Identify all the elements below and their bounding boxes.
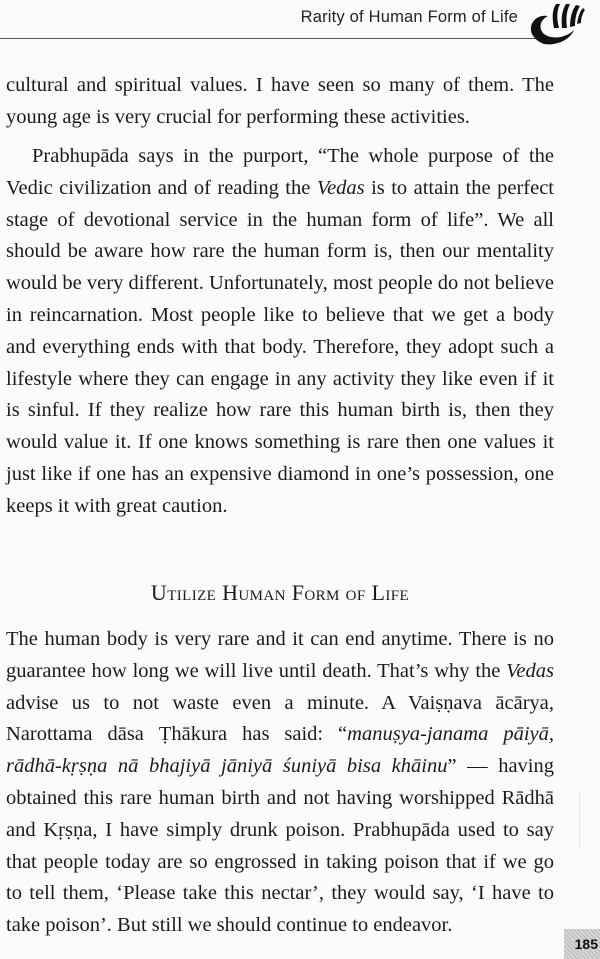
paragraph-text — [6, 624, 554, 942]
italic-run: Vedas — [316, 176, 365, 199]
paragraph-continued — [6, 70, 554, 134]
paragraph-purport — [6, 141, 554, 523]
swirl-logo-icon — [526, 0, 586, 46]
text-run: Prabhupāda says in the purport, “The whole purpose of the Vedic civilization and of reading the — [6, 145, 554, 199]
section-heading: Utilize Human Form of Life — [150, 580, 410, 605]
italic-run: manuṣya-janama pāiyā, rādhā-kṛṣṇa nā bhajiyā jāniyā śuniyā bisa khāinu — [6, 723, 554, 778]
italic-run: Vedas — [506, 659, 554, 682]
paragraph-text — [6, 141, 554, 523]
text-run: advise us to not waste even a minute. A Vaiṣṇava ācārya, Narottama dāsa Ṭhākura has said: “ — [6, 691, 554, 746]
text-run: ” — having obtained this rare human birth and not having worshipped Rādhā and Kṛṣṇa, I have simply drunk poison. Prabhupāda used to say that people today are so engrossed in taking poison that if we go to tell them, ‘Please take this nectar’, they would say, ‘I have to take poison’. But still we should continue to endeavor. — [6, 755, 554, 937]
paragraph-text: cultural and spiritual values. I have seen so many of them. The young age is very crucial for performing these activities. — [6, 74, 554, 128]
margin-mark — [579, 790, 580, 850]
text-run: The human body is very rare and it can end anytime. There is no guarantee how long we will live until death. That’s why the — [6, 628, 554, 682]
page-number: 185 — [564, 929, 600, 959]
running-header-title: Rarity of Human Form of Life — [300, 8, 518, 26]
paragraph-utilize — [6, 624, 554, 942]
text-run: is to attain the perfect stage of devotional service in the human form of life”. We all should be aware how rare the human form is, then our mentality would be very different. Unfortunately, most people do not believe in reincarnation. Most people like to believe that we get a body and everything ends with that body. Therefore, they adopt such a lifestyle where they can engage in any activity they like even if it is sinful. If they realize how rare this human birth is, then they would value it. If one knows something is rare then one values it just like if one has an expensive diamond in one’s possession, one keeps it with great caution. — [6, 176, 554, 517]
header-rule — [0, 38, 545, 39]
